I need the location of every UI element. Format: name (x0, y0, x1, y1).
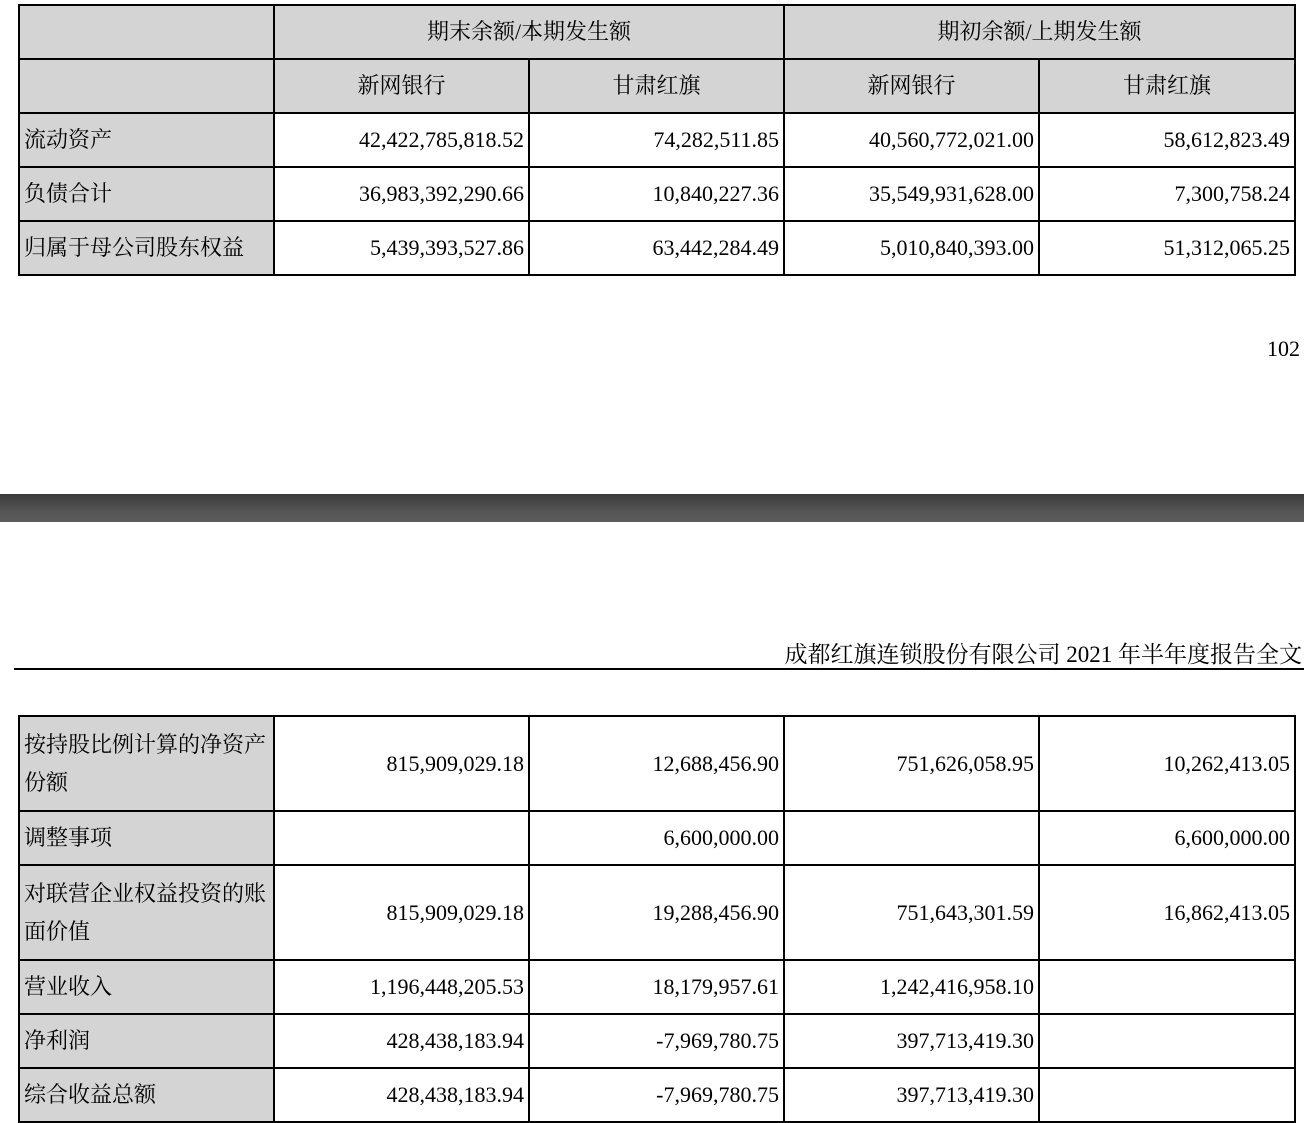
table-row (19, 865, 1295, 960)
table-row (19, 1068, 1295, 1122)
page-break-divider (0, 494, 1304, 522)
value-cell: 1,242,416,958.10 (784, 960, 1039, 1014)
running-header: 成都红旗连锁股份有限公司 2021 年半年度报告全文 (784, 642, 1302, 667)
summary-financial-table-top (18, 4, 1296, 276)
value-cell: 10,840,227.36 (529, 167, 784, 221)
row-label: 归属于母公司股东权益 (19, 221, 274, 275)
value-cell: 815,909,029.18 (274, 716, 529, 811)
value-cell (1039, 960, 1295, 1014)
sub-header-cell: 新网银行 (274, 59, 529, 113)
row-label: 流动资产 (19, 113, 274, 167)
table-row (19, 221, 1295, 275)
row-label: 净利润 (19, 1014, 274, 1068)
value-cell: 40,560,772,021.00 (784, 113, 1039, 167)
page-number: 102 (1267, 336, 1300, 361)
value-cell: 7,300,758.24 (1039, 167, 1295, 221)
value-cell: 36,983,392,290.66 (274, 167, 529, 221)
row-label: 对联营企业权益投资的账面价值 (19, 865, 274, 960)
table-row (19, 113, 1295, 167)
value-cell: 35,549,931,628.00 (784, 167, 1039, 221)
value-cell: 19,288,456.90 (529, 865, 784, 960)
value-cell: 751,643,301.59 (784, 865, 1039, 960)
corner-cell (19, 59, 274, 113)
group-header-period-begin: 期初余额/上期发生额 (784, 5, 1295, 59)
value-cell: 16,862,413.05 (1039, 865, 1295, 960)
value-cell: 397,713,419.30 (784, 1014, 1039, 1068)
value-cell (1039, 1068, 1295, 1122)
value-cell: 63,442,284.49 (529, 221, 784, 275)
value-cell: 428,438,183.94 (274, 1014, 529, 1068)
value-cell: 58,612,823.49 (1039, 113, 1295, 167)
table-row (19, 1014, 1295, 1068)
row-label: 按持股比例计算的净资产份额 (19, 716, 274, 811)
sub-header-cell: 新网银行 (784, 59, 1039, 113)
sub-header-cell: 甘肃红旗 (529, 59, 784, 113)
value-cell (1039, 1014, 1295, 1068)
value-cell: 74,282,511.85 (529, 113, 784, 167)
value-cell: 397,713,419.30 (784, 1068, 1039, 1122)
value-cell: 10,262,413.05 (1039, 716, 1295, 811)
table-row (19, 167, 1295, 221)
value-cell: 751,626,058.95 (784, 716, 1039, 811)
table-row (19, 811, 1295, 865)
value-cell: 51,312,065.25 (1039, 221, 1295, 275)
value-cell: 428,438,183.94 (274, 1068, 529, 1122)
value-cell: 5,010,840,393.00 (784, 221, 1039, 275)
value-cell: 5,439,393,527.86 (274, 221, 529, 275)
value-cell: 42,422,785,818.52 (274, 113, 529, 167)
value-cell: 1,196,448,205.53 (274, 960, 529, 1014)
table-sub-header-row (19, 59, 1295, 113)
table-row (19, 716, 1295, 811)
value-cell: -7,969,780.75 (529, 1068, 784, 1122)
row-label: 负债合计 (19, 167, 274, 221)
value-cell: -7,969,780.75 (529, 1014, 784, 1068)
table-group-header-row (19, 5, 1295, 59)
value-cell (274, 811, 529, 865)
value-cell: 6,600,000.00 (529, 811, 784, 865)
value-cell: 6,600,000.00 (1039, 811, 1295, 865)
summary-financial-table-bottom (18, 715, 1296, 1123)
value-cell (784, 811, 1039, 865)
value-cell: 12,688,456.90 (529, 716, 784, 811)
row-label: 营业收入 (19, 960, 274, 1014)
value-cell: 18,179,957.61 (529, 960, 784, 1014)
header-rule (14, 668, 1304, 670)
group-header-period-end: 期末余额/本期发生额 (274, 5, 784, 59)
row-label: 综合收益总额 (19, 1068, 274, 1122)
value-cell: 815,909,029.18 (274, 865, 529, 960)
table-row (19, 960, 1295, 1014)
sub-header-cell: 甘肃红旗 (1039, 59, 1295, 113)
corner-cell (19, 5, 274, 59)
row-label: 调整事项 (19, 811, 274, 865)
